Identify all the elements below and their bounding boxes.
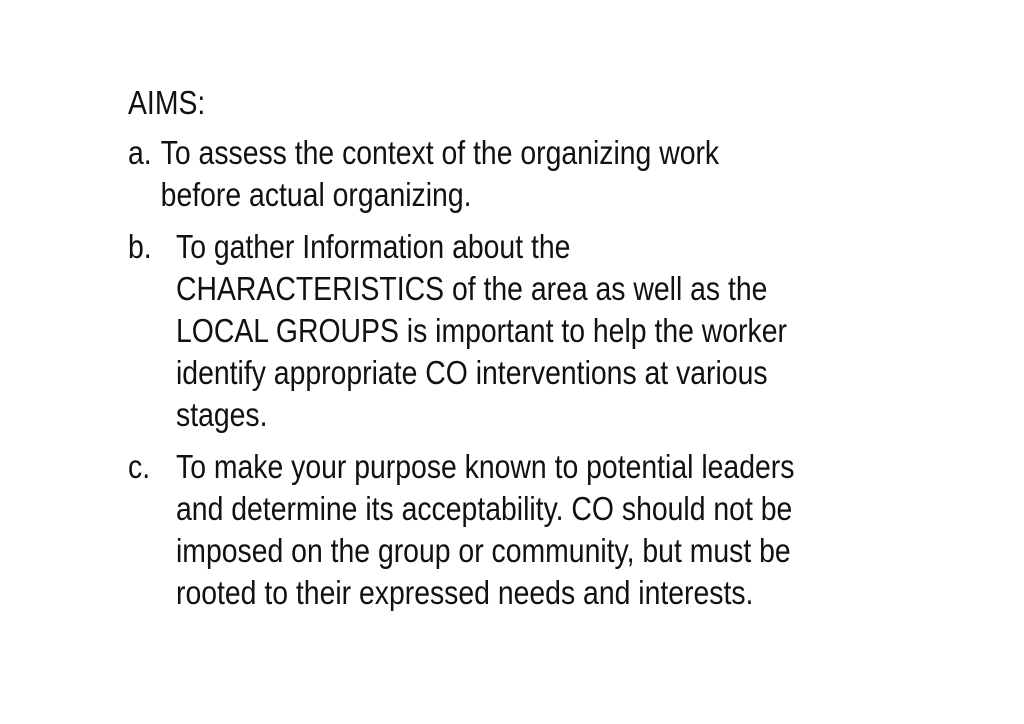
list-item-b-text — [176, 226, 916, 436]
list-marker-c: c. — [128, 448, 151, 485]
list-item-b-line-5: stages. — [176, 396, 268, 433]
slide-heading: AIMS: — [128, 84, 206, 121]
list-item-c-line-4: rooted to their expressed needs and interests. — [176, 574, 754, 611]
list-marker-b: b. — [128, 228, 152, 265]
list-item-a-line-2: before actual organizing. — [160, 176, 472, 213]
list-item-c-line-1: To make your purpose known to potential leaders — [176, 448, 795, 485]
list-item-c-line-3: imposed on the group or community, but must be — [176, 532, 791, 569]
list-item-a — [128, 132, 918, 216]
list-item-b — [128, 226, 918, 436]
list-item-b-line-4: identify appropriate CO interventions at various — [176, 354, 768, 391]
list-item-b-line-3: LOCAL GROUPS is important to help the worker — [176, 312, 787, 349]
slide-content — [128, 82, 918, 624]
list-item-c — [128, 446, 918, 614]
list-item-c-text — [176, 446, 916, 614]
list-item-a-line-1: To assess the context of the organizing work — [160, 134, 720, 171]
list-item-a-text — [128, 132, 849, 216]
list-item-b-line-2: CHARACTERISTICS of the area as well as the — [176, 270, 768, 307]
list-item-b-line-1: To gather Information about the — [176, 228, 571, 265]
list-item-c-line-2: and determine its acceptability. CO should not be — [176, 490, 793, 527]
list-marker-a: a. — [128, 134, 152, 171]
